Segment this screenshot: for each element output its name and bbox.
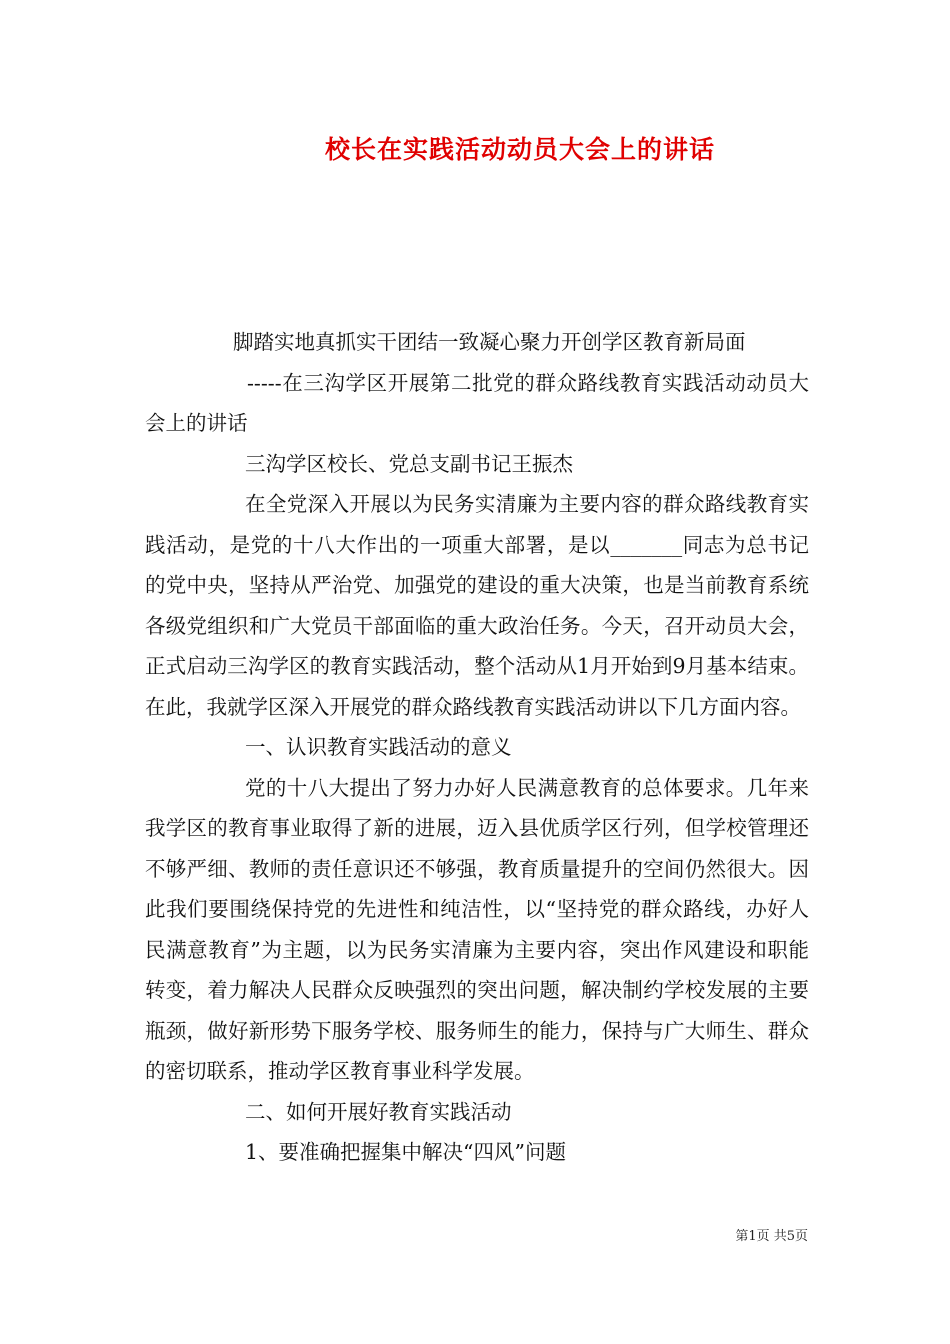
section-heading-1: 一、认识教育实践活动的意义 bbox=[245, 735, 512, 759]
speech-subtitle: 脚踏实地真抓实干团结一致凝心聚力开创学区教育新局面 bbox=[233, 330, 746, 354]
subsection-heading-2-1: 1、要准确把握集中解决“四风”问题 bbox=[245, 1140, 567, 1164]
speech-occasion-line: -----在三沟学区开展第二批党的群众路线教育实践活动动员大会上的讲话 bbox=[145, 370, 809, 435]
document-body bbox=[145, 322, 809, 1173]
page-number-footer: 第1页 共5页 bbox=[735, 1229, 808, 1244]
document-title: 校长在实践活动动员大会上的讲话 bbox=[324, 135, 715, 164]
speaker-line: 三沟学区校长、党总支副书记王振杰 bbox=[245, 451, 573, 476]
paragraph-intro: 在全党深入开展以为民务实清廉为主要内容的群众路线教育实践活动，是党的十八大作出的一项重大部署，是以_______同志为总书记的党中央，坚持从严治党、加强党的建设的重大决策，也是当前教育系统各级党组织和广大党员干部面临的重大政治任务。今天，召开动员大会，正式启动三沟学区的教育实践活动，整个活动从1月开始到9月基本结束。在此，我就学区深入开展党的群众路线教育实践活动讲以下几方面内容。 bbox=[145, 492, 809, 719]
paragraph-significance: 党的十八大提出了努力办好人民满意教育的总体要求。几年来我学区的教育事业取得了新的进展，迈入县优质学区行列，但学校管理还不够严细、教师的责任意识还不够强，教育质量提升的空间仍然很大。因此我们要围绕保持党的先进性和纯洁性，以“坚持党的群众路线，办好人民满意教育”为主题，以为民务实清廉为主要内容，突出作风建设和职能转变，着力解决人民群众反映强烈的突出问题，解决制约学校发展的主要瓶颈，做好新形势下服务学校、服务师生的能力，保持与广大师生、群众的密切联系，推动学区教育事业科学发展。 bbox=[145, 775, 809, 1083]
section-heading-2: 二、如何开展好教育实践活动 bbox=[245, 1099, 512, 1124]
